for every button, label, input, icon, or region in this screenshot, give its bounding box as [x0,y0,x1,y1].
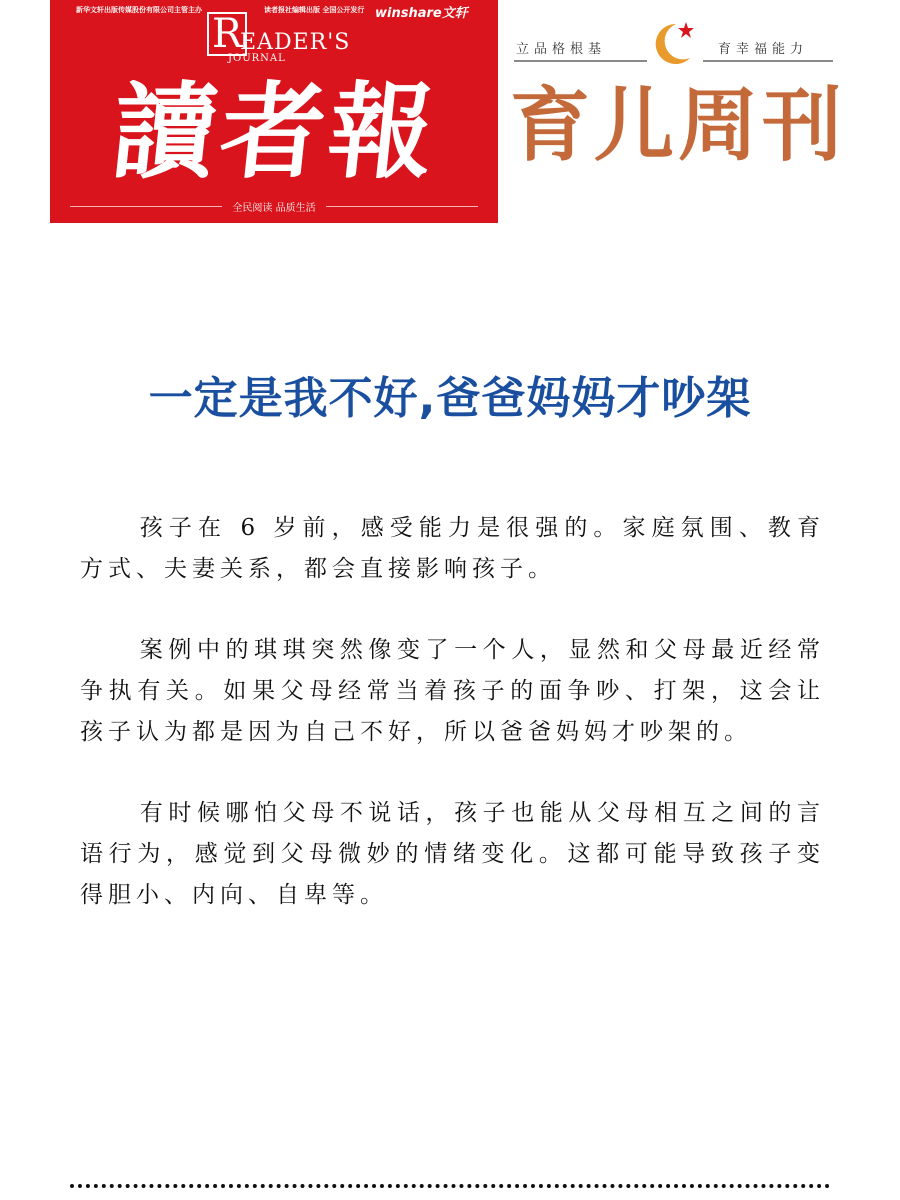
article-headline: 一定是我不好,爸爸妈妈才吵架 [148,373,752,424]
motto-right: 育幸福能力 [718,42,809,57]
distributor-line: 读者报社编辑出版 全国公开发行 [264,6,365,14]
crescent-star-icon [646,18,698,70]
readers-journal-en-subtitle: JOURNAL [228,53,286,64]
article-paragraph: 孩子在 6 岁前，感受能力是很强的。家庭氛围、教育方式、夫妻关系，都会直接影响孩子。 [80,515,825,582]
readers-journal-cn-title: 讀者報 [106,70,444,193]
parenting-weekly-title: 育儿周刊 [510,79,846,172]
slogan-row [70,198,478,214]
motto-underline-left [514,60,647,62]
winshare-logo: winshare文轩 [375,6,468,21]
article-paragraph: 案例中的琪琪突然像变了一个人，显然和父母最近经常争执有关。如果父母经常当着孩子的面争吵、打架，这会让孩子认为都是因为自己不好，所以爸爸妈妈才吵架的。 [80,637,825,745]
motto-left: 立品格根基 [516,42,607,57]
footer-dotted-divider [70,1184,830,1188]
slogan: 全民阅读 品质生活 [232,202,316,214]
article-body [80,508,825,956]
publisher-line: 新华文轩出版传媒股份有限公司主管主办 [76,6,202,14]
readers-journal-r-logo: R [207,12,247,56]
slogan-divider-right [326,206,478,207]
readers-journal-masthead [50,0,498,223]
motto-underline-right [703,60,833,62]
slogan-divider-left [70,206,222,207]
readers-journal-en-title: EADER'S [240,30,351,55]
article-paragraph: 有时候哪怕父母不说话，孩子也能从父母相互之间的言语行为，感觉到父母微妙的情绪变化。这都可能导致孩子变得胆小、内向、自卑等。 [80,800,825,908]
